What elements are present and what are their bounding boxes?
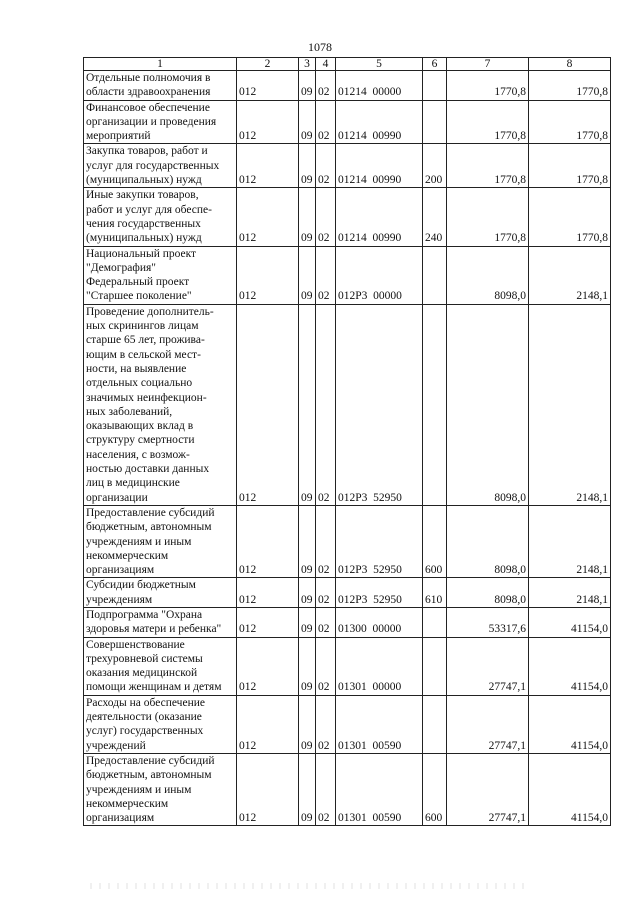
amount-year1-cell: 8098,0 [447, 246, 529, 304]
ministry-code-cell: 012 [237, 100, 299, 144]
target-article-cell: 012Р3 52950 [336, 304, 423, 505]
amount-year1-cell: 27747,1 [447, 753, 529, 825]
section-code-cell: 09 [299, 100, 316, 144]
column-header: 4 [316, 58, 336, 71]
ministry-code-cell: 012 [237, 188, 299, 246]
amount-year2-cell: 41154,0 [529, 637, 611, 695]
scan-artifact [90, 883, 530, 889]
section-code-cell: 09 [299, 71, 316, 101]
amount-year1-cell: 8098,0 [447, 578, 529, 608]
column-header: 1 [84, 58, 237, 71]
ministry-code-cell: 012 [237, 578, 299, 608]
expense-type-cell: 610 [423, 578, 447, 608]
subsection-code-cell: 02 [316, 144, 336, 188]
section-code-cell: 09 [299, 505, 316, 577]
column-header: 5 [336, 58, 423, 71]
section-code-cell: 09 [299, 578, 316, 608]
target-article-cell: 012Р3 00000 [336, 246, 423, 304]
ministry-code-cell: 012 [237, 505, 299, 577]
amount-year2-cell: 41154,0 [529, 607, 611, 637]
amount-year2-cell: 41154,0 [529, 753, 611, 825]
amount-year1-cell: 27747,1 [447, 637, 529, 695]
section-code-cell: 09 [299, 607, 316, 637]
ministry-code-cell: 012 [237, 71, 299, 101]
column-header: 3 [299, 58, 316, 71]
row-name-cell: Подпрограмма "Охрана здоровья матери и ребенка" [84, 607, 237, 637]
amount-year1-cell: 1770,8 [447, 188, 529, 246]
target-article-cell: 012Р3 52950 [336, 505, 423, 577]
amount-year2-cell: 2148,1 [529, 304, 611, 505]
ministry-code-cell: 012 [237, 607, 299, 637]
expense-type-cell [423, 100, 447, 144]
row-name-cell: Закупка товаров, работ и услуг для государственных (муниципальных) нужд [84, 144, 237, 188]
subsection-code-cell: 02 [316, 71, 336, 101]
ministry-code-cell: 012 [237, 246, 299, 304]
amount-year2-cell: 2148,1 [529, 578, 611, 608]
section-code-cell: 09 [299, 188, 316, 246]
row-name-cell: Совершенствование трехуровневой системы оказания медицинской помощи женщинам и детям [84, 637, 237, 695]
expense-type-cell [423, 246, 447, 304]
table-row [84, 578, 611, 608]
expense-type-cell [423, 695, 447, 753]
amount-year2-cell: 2148,1 [529, 505, 611, 577]
expense-type-cell: 200 [423, 144, 447, 188]
table-row [84, 188, 611, 246]
table-row [84, 100, 611, 144]
amount-year2-cell: 1770,8 [529, 188, 611, 246]
table-row [84, 695, 611, 753]
target-article-cell: 01301 00590 [336, 753, 423, 825]
target-article-cell: 012Р3 52950 [336, 578, 423, 608]
amount-year2-cell: 2148,1 [529, 246, 611, 304]
page-number: 1078 [308, 40, 332, 54]
subsection-code-cell: 02 [316, 753, 336, 825]
column-header: 2 [237, 58, 299, 71]
column-header: 6 [423, 58, 447, 71]
expense-type-cell: 240 [423, 188, 447, 246]
amount-year2-cell: 1770,8 [529, 71, 611, 101]
table-row [84, 753, 611, 825]
subsection-code-cell: 02 [316, 637, 336, 695]
section-code-cell: 09 [299, 695, 316, 753]
ministry-code-cell: 012 [237, 144, 299, 188]
ministry-code-cell: 012 [237, 304, 299, 505]
ministry-code-cell: 012 [237, 637, 299, 695]
target-article-cell: 01214 00990 [336, 188, 423, 246]
target-article-cell: 01301 00000 [336, 637, 423, 695]
section-code-cell: 09 [299, 246, 316, 304]
row-name-cell: Предоставление субсидий бюджетным, автономным учреждениям и иным некоммерческим организациям [84, 753, 237, 825]
subsection-code-cell: 02 [316, 100, 336, 144]
row-name-cell: Расходы на обеспечение деятельности (оказание услуг) государственных учреждений [84, 695, 237, 753]
table-row [84, 637, 611, 695]
amount-year1-cell: 8098,0 [447, 304, 529, 505]
section-code-cell: 09 [299, 304, 316, 505]
target-article-cell: 01214 00990 [336, 100, 423, 144]
table-row [84, 144, 611, 188]
subsection-code-cell: 02 [316, 607, 336, 637]
table-row [84, 505, 611, 577]
amount-year2-cell: 41154,0 [529, 695, 611, 753]
amount-year1-cell: 1770,8 [447, 144, 529, 188]
amount-year2-cell: 1770,8 [529, 144, 611, 188]
subsection-code-cell: 02 [316, 695, 336, 753]
ministry-code-cell: 012 [237, 695, 299, 753]
row-name-cell: Предоставление субсидий бюджетным, автономным учреждениям и иным некоммерческим организациям [84, 505, 237, 577]
subsection-code-cell: 02 [316, 246, 336, 304]
expense-type-cell: 600 [423, 505, 447, 577]
expense-type-cell [423, 607, 447, 637]
section-code-cell: 09 [299, 144, 316, 188]
table-row [84, 304, 611, 505]
subsection-code-cell: 02 [316, 505, 336, 577]
subsection-code-cell: 02 [316, 304, 336, 505]
amount-year1-cell: 27747,1 [447, 695, 529, 753]
row-name-cell: Проведение дополнитель- ных скринингов лицам старше 65 лет, прожива- ющим в сельской мест- ности, на выявление отдельных социально значимых неинфекцион- ных заболеваний, оказывающих вклад в структуру смертности населения, с возмож- ностью доставки данных лиц в медицинские организации [84, 304, 237, 505]
amount-year1-cell: 1770,8 [447, 100, 529, 144]
column-header: 7 [447, 58, 529, 71]
row-name-cell: Субсидии бюджетным учреждениям [84, 578, 237, 608]
expense-type-cell [423, 637, 447, 695]
subsection-code-cell: 02 [316, 188, 336, 246]
amount-year1-cell: 1770,8 [447, 71, 529, 101]
amount-year1-cell: 53317,6 [447, 607, 529, 637]
table-body [84, 71, 611, 826]
budget-table [83, 57, 611, 826]
table-row [84, 246, 611, 304]
amount-year1-cell: 8098,0 [447, 505, 529, 577]
expense-type-cell [423, 304, 447, 505]
section-code-cell: 09 [299, 753, 316, 825]
section-code-cell: 09 [299, 637, 316, 695]
table-row [84, 607, 611, 637]
ministry-code-cell: 012 [237, 753, 299, 825]
target-article-cell: 01300 00000 [336, 607, 423, 637]
header-row [84, 58, 611, 71]
row-name-cell: Иные закупки товаров, работ и услуг для обеспе- чения государственных (муниципальных) нужд [84, 188, 237, 246]
expense-type-cell [423, 71, 447, 101]
row-name-cell: Национальный проект "Демография" Федеральный проект "Старшее поколение" [84, 246, 237, 304]
row-name-cell: Отдельные полномочия в области здравоохранения [84, 71, 237, 101]
subsection-code-cell: 02 [316, 578, 336, 608]
target-article-cell: 01214 00990 [336, 144, 423, 188]
amount-year2-cell: 1770,8 [529, 100, 611, 144]
column-header: 8 [529, 58, 611, 71]
expense-type-cell: 600 [423, 753, 447, 825]
target-article-cell: 01301 00590 [336, 695, 423, 753]
table-row [84, 71, 611, 101]
target-article-cell: 01214 00000 [336, 71, 423, 101]
row-name-cell: Финансовое обеспечение организации и проведения мероприятий [84, 100, 237, 144]
